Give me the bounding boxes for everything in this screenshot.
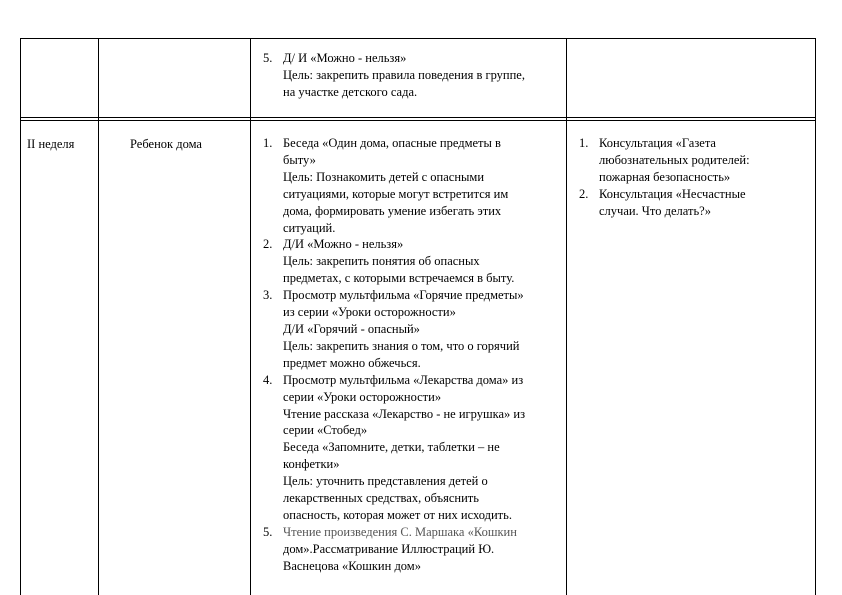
column-divider xyxy=(566,38,567,595)
list-line: любознательных родителей: xyxy=(599,152,750,167)
topic-label: Ребенок дома xyxy=(130,137,202,151)
parents-list xyxy=(579,135,813,220)
list-line: Консультация «Газета xyxy=(599,136,716,150)
list-number: 4. xyxy=(263,372,273,387)
list-item xyxy=(263,50,563,101)
list-item xyxy=(579,186,813,220)
list-line: Васнецова «Кошкин дом» xyxy=(283,558,421,573)
list-line: Беседа «Один дома, опасные предметы в xyxy=(283,136,501,150)
list-item xyxy=(263,236,563,287)
list-item xyxy=(263,287,563,372)
list-line: дома, формировать умение избегать этих xyxy=(283,203,502,218)
list-line: Цель: закрепить знания о том, что о горячий xyxy=(283,338,520,353)
list-line: Беседа «Запомните, детки, таблетки – не xyxy=(283,440,500,455)
list-line: Просмотр мультфильма «Лекарства дома» из xyxy=(283,372,524,387)
list-line: на участке детского сада. xyxy=(283,84,418,99)
list-line: серии «Уроки осторожности» xyxy=(283,389,442,404)
list-number: 3. xyxy=(263,288,273,303)
table-border-left xyxy=(20,38,21,595)
list-line: Чтение произведения С. Маршака «Кошкин xyxy=(283,524,517,539)
list-number: 2. xyxy=(263,237,273,252)
list-line: пожарная безопасность» xyxy=(599,169,731,184)
list-line: случаи. Что делать?» xyxy=(599,203,711,218)
list-line: Цель: закрепить понятия об опасных xyxy=(283,254,480,269)
list-line: конфетки» xyxy=(283,457,340,472)
list-line: Просмотр мультфильма «Горячие предметы» xyxy=(283,288,524,303)
list-item xyxy=(263,372,563,524)
list-line: Консультация «Несчастные xyxy=(599,186,746,201)
table-border-right xyxy=(815,38,816,595)
list-line: опасность, которая может от них исходить. xyxy=(283,507,512,522)
top-row-activity-list xyxy=(263,50,563,101)
list-number: 5. xyxy=(263,51,273,65)
list-line: дом».Рассматривание Иллюстраций Ю. xyxy=(283,541,495,556)
list-line: Цель: Познакомить детей с опасными xyxy=(283,169,485,184)
list-line: быту» xyxy=(283,152,316,167)
list-line: предметах, с которыми встречаемся в быту. xyxy=(283,271,515,286)
list-line: Цель: уточнить представления детей о xyxy=(283,474,488,489)
list-item xyxy=(579,135,813,186)
table-border-top xyxy=(20,38,815,39)
list-line: ситуациями, которые могут встретится им xyxy=(283,186,509,201)
list-number: 1. xyxy=(263,136,273,150)
list-line: Д/И «Горячий - опасный» xyxy=(283,321,420,336)
list-line: из серии «Уроки осторожности» xyxy=(283,305,456,320)
activities-list xyxy=(263,135,563,575)
list-line: Д/ И «Можно - нельзя» xyxy=(283,51,407,65)
week-label: II неделя xyxy=(27,137,75,151)
list-line: Цель: закрепить правила поведения в группе, xyxy=(283,67,525,82)
list-number: 1. xyxy=(579,136,589,150)
list-number: 5. xyxy=(263,524,273,539)
list-line: Чтение рассказа «Лекарство - не игрушка» из xyxy=(283,406,526,421)
row-divider xyxy=(20,120,815,121)
list-item xyxy=(263,524,563,575)
list-line: предмет можно обжечься. xyxy=(283,355,421,370)
list-line: ситуаций. xyxy=(283,220,336,235)
row-divider xyxy=(20,117,815,118)
column-divider xyxy=(250,38,251,595)
column-divider xyxy=(98,38,99,595)
list-number: 2. xyxy=(579,186,589,201)
list-line: серии «Стобед» xyxy=(283,423,368,438)
list-item xyxy=(263,135,563,236)
list-line: лекарственных средствах, объяснить xyxy=(283,491,479,506)
list-line: Д/И «Можно - нельзя» xyxy=(283,237,404,252)
